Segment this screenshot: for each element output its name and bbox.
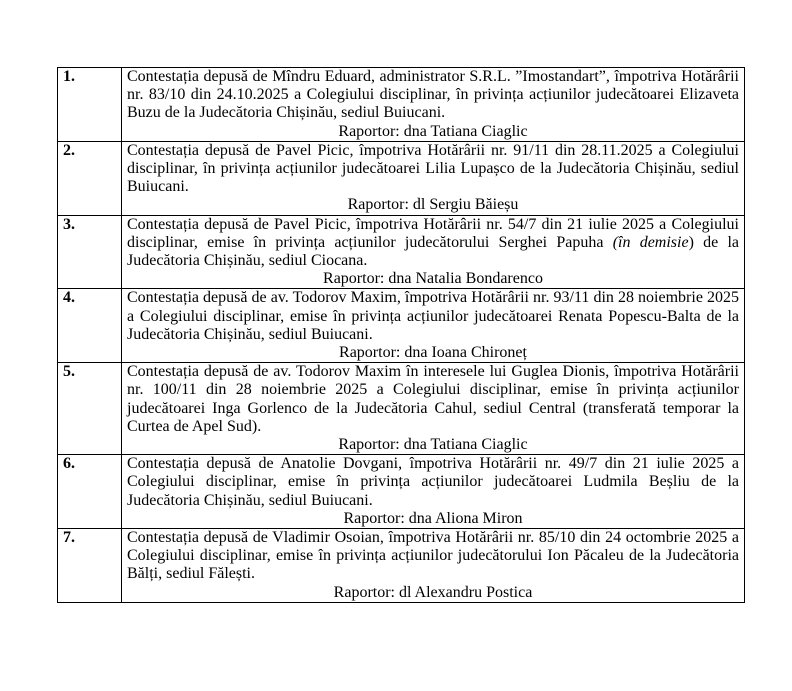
item-raportor: Raportor: dna Ioana Chironeț xyxy=(339,344,527,362)
item-description: Contestația depusă de av. Todorov Maxim în interesele lui Guglea Dionis, împotriva Hotărârii nr. 100/11 din 28 noiembrie 2025 a Colegiului disciplinar, emise în privința acțiunilor judecătoarei Inga Gorlenco de la Judecătoria Cahul, sediul Central (transferată temporar la Curtea de Apel Sud). xyxy=(127,363,739,435)
item-number: 6. xyxy=(58,455,122,529)
table-row xyxy=(58,68,745,142)
item-description xyxy=(127,216,739,271)
item-description: Contestația depusă de Vladimir Osoian, împotriva Hotărârii nr. 85/10 din 24 octombrie 2025 a Colegiului disciplinar, emise în privința acțiunilor judecătorului Ion Păcaleu de la Judecătoria Bălți, sediul Fălești. xyxy=(127,529,739,583)
item-description-start: Contestația depusă de Pavel Picic, împotriva Hotărârii nr. 54/7 din 21 iulie 2025 a Colegiului disciplinar, emise în privința acțiunilor judecătorului Serghei Papuha xyxy=(127,215,739,251)
item-number: 5. xyxy=(58,363,122,455)
item-number: 7. xyxy=(58,529,122,603)
item-description: Contestația depusă de Anatolie Dovgani, împotriva Hotărârii nr. 49/7 din 21 iulie 2025 a Colegiului disciplinar, emise în privința acțiunilor judecătoarei Ludmila Beșliu de la Judecătoria Chișinău, sediul Buiucani. xyxy=(127,455,739,509)
item-raportor: Raportor: dl Alexandru Postica xyxy=(333,583,533,601)
item-content xyxy=(122,455,745,529)
item-content xyxy=(122,215,745,289)
table-row xyxy=(58,363,745,455)
table-row xyxy=(58,215,745,289)
item-content xyxy=(122,141,745,215)
item-raportor: Raportor: dna Tatiana Ciaglic xyxy=(338,436,528,454)
item-raportor: Raportor: dl Sergiu Băieșu xyxy=(347,196,519,214)
table-row xyxy=(58,289,745,363)
item-description-end: ) de la Judecătoria Chișinău, sediul Ciocana. xyxy=(127,233,740,270)
item-number: 2. xyxy=(58,141,122,215)
item-content xyxy=(122,68,745,142)
agenda-table xyxy=(57,67,745,603)
item-content xyxy=(122,529,745,603)
table-row xyxy=(58,529,745,603)
item-number: 1. xyxy=(58,68,122,142)
item-raportor: Raportor: dna Tatiana Ciaglic xyxy=(338,122,528,140)
item-number: 3. xyxy=(58,215,122,289)
item-description: Contestația depusă de av. Todorov Maxim, împotriva Hotărârii nr. 93/11 din 28 noiembrie 2025 a Colegiului disciplinar, emise în privința acțiunilor judecătoarei Renata Popescu-Balta de la Judecătoria Chișinău, sediul Buiucani. xyxy=(127,289,739,343)
item-description: Contestația depusă de Pavel Picic, împotriva Hotărârii nr. 91/11 din 28.11.2025 a Colegiului disciplinar, în privința acțiunilor judecătoarei Lilia Lupașco de la Judecătoria Chișinău, sediul Buiucani. xyxy=(127,141,739,196)
item-description: Contestația depusă de Mîndru Eduard, administrator S.R.L. ”Imostandart”, împotriva Hotărârii nr. 83/10 din 24.10.2025 a Colegiului disciplinar, în privința acțiunilor judecătoarei Elizaveta Buzu de la Judecătoria Chișinău, sediul Buiucani. xyxy=(127,68,739,122)
table-row xyxy=(58,141,745,215)
item-raportor: Raportor: dna Natalia Bondarenco xyxy=(323,270,543,288)
item-raportor: Raportor: dna Aliona Miron xyxy=(343,509,523,527)
table-row xyxy=(58,455,745,529)
item-description-italic: (în demisie xyxy=(612,233,689,251)
item-number: 4. xyxy=(58,289,122,363)
item-content xyxy=(122,363,745,455)
item-content xyxy=(122,289,745,363)
